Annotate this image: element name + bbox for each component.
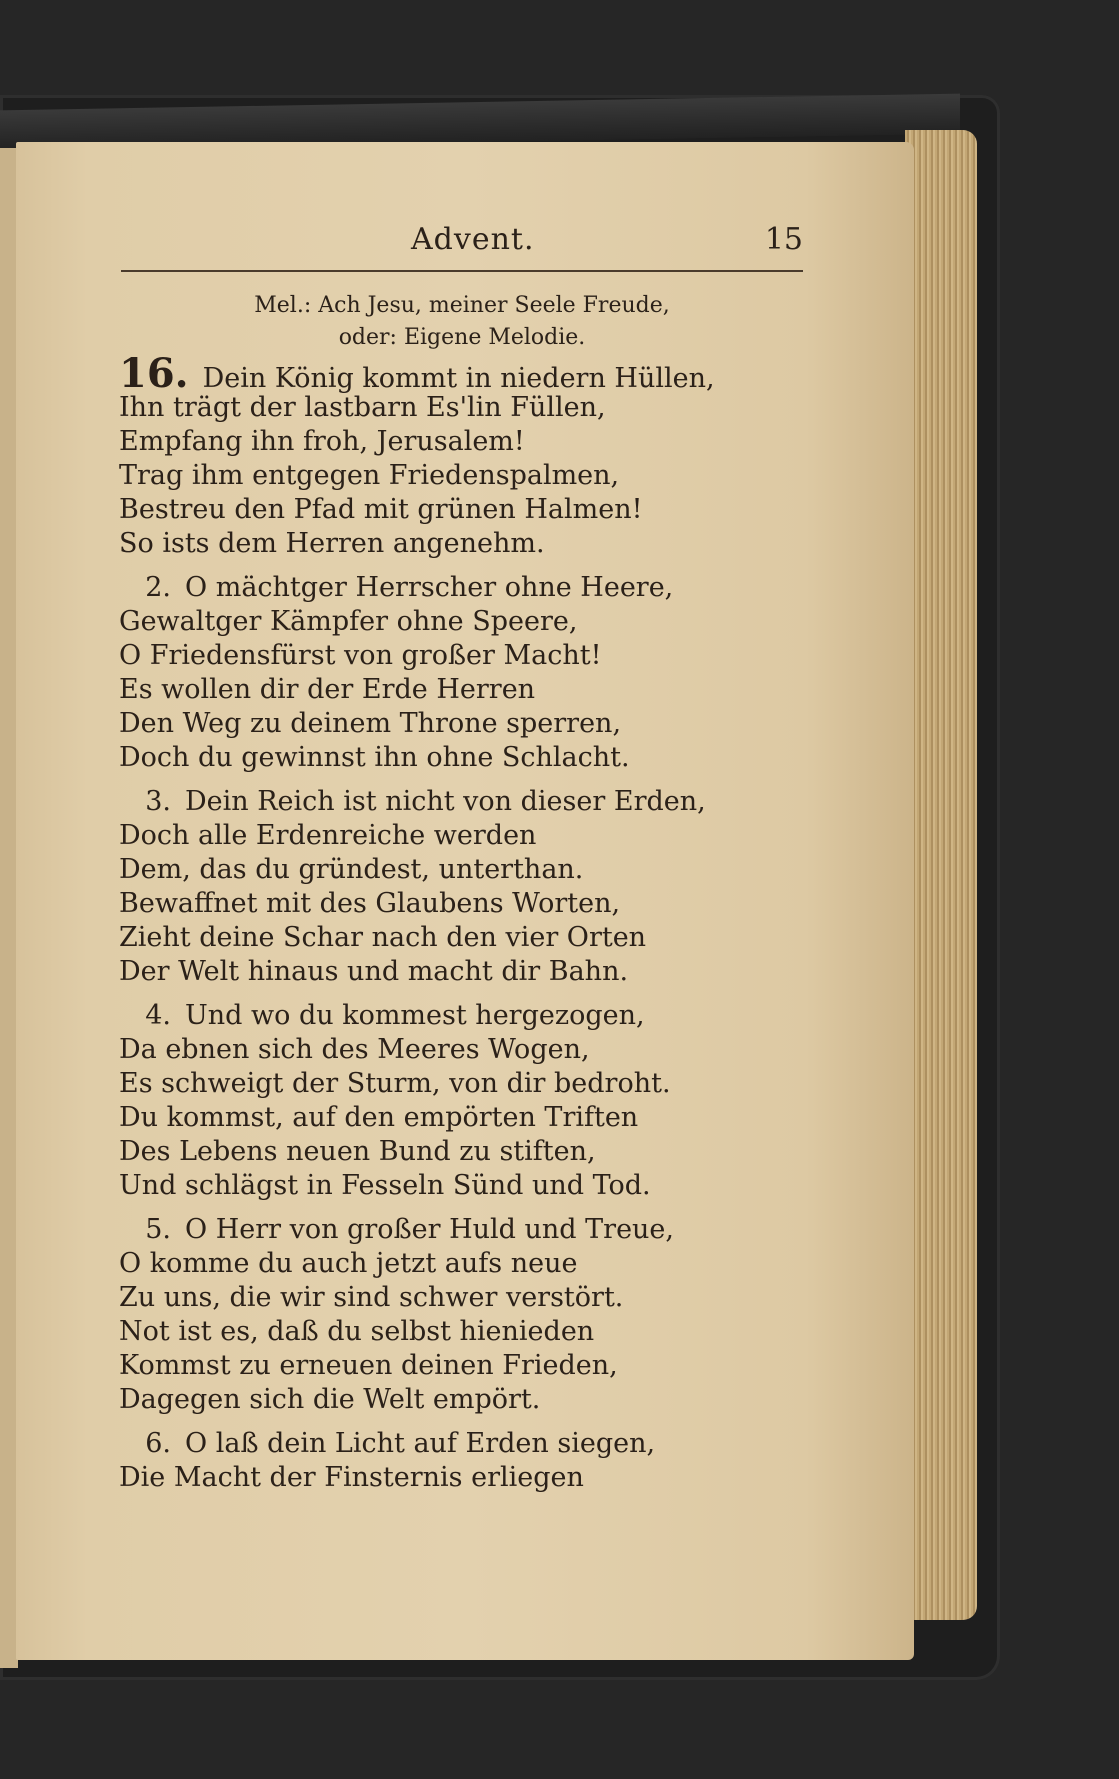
verse-line: Doch alle Erdenreiche werden — [119, 820, 537, 851]
verse-line — [119, 571, 819, 605]
stanza-1 — [119, 350, 819, 561]
verse-line: Kommst zu erneuen deinen Frieden, — [119, 1350, 618, 1381]
verse-line: Zu uns, die wir sind schwer verstört. — [119, 1282, 624, 1313]
verse-line: Du kommst, auf den empörten Triften — [119, 1102, 639, 1133]
verse-text: O mächtger Herrscher ohne Heere, — [185, 572, 674, 603]
verse-line — [119, 999, 819, 1033]
stanza-number: 6. — [145, 1428, 171, 1459]
verse-line — [119, 785, 819, 819]
verse-line: Doch du gewinnst ihn ohne Schlacht. — [119, 742, 630, 773]
page-header — [121, 222, 803, 264]
verse-line: Bestreu den Pfad mit grünen Halmen! — [119, 494, 643, 525]
stanza-number: 2. — [145, 572, 171, 603]
stanza-3 — [119, 785, 819, 989]
verse-text: Dein König kommt in niedern Hüllen, — [202, 363, 715, 394]
hymn — [119, 350, 819, 1505]
melody-line: Mel.: Ach Jesu, meiner Seele Freude, — [254, 293, 670, 318]
verse-line: Es wollen dir der Erde Herren — [119, 674, 536, 705]
stanza-4 — [119, 999, 819, 1203]
verse-line: Des Lebens neuen Bund zu stiften, — [119, 1136, 596, 1167]
stanza-2 — [119, 571, 819, 775]
verse-line: Die Macht der Finsternis erliegen — [119, 1462, 584, 1493]
page-edges — [905, 130, 977, 1620]
hymn-number: 16. — [119, 350, 189, 397]
verse-line: Ihn trägt der lastbarn Es'lin Füllen, — [119, 392, 606, 423]
verse-line: Not ist es, daß du selbst hienieden — [119, 1316, 595, 1347]
verse-line — [119, 350, 819, 397]
verse-text: O laß dein Licht auf Erden siegen, — [185, 1428, 656, 1459]
verse-line: Es schweigt der Sturm, von dir bedroht. — [119, 1068, 671, 1099]
header-rule — [121, 270, 803, 272]
verse-line: So ists dem Herren angenehm. — [119, 528, 545, 559]
verse-line: Und schlägst in Fesseln Sünd und Tod. — [119, 1170, 651, 1201]
verse-line: Trag ihm entgegen Friedenspalmen, — [119, 460, 620, 491]
verse-line: Gewaltger Kämpfer ohne Speere, — [119, 606, 578, 637]
verse-line: Dem, das du gründest, unterthan. — [119, 854, 584, 885]
verse-line: O Friedensfürst von großer Macht! — [119, 640, 602, 671]
verse-text: Dein Reich ist nicht von dieser Erden, — [185, 786, 706, 817]
running-head: Advent. — [411, 222, 535, 257]
verse-line: Da ebnen sich des Meeres Wogen, — [119, 1034, 590, 1065]
verse-text: Und wo du kommest hergezogen, — [185, 1000, 645, 1031]
stanza-number: 3. — [145, 786, 171, 817]
melody-note — [121, 290, 803, 354]
verse-line — [119, 1213, 819, 1247]
stanza-6 — [119, 1427, 819, 1495]
stanza-number: 4. — [145, 1000, 171, 1031]
stanza-5 — [119, 1213, 819, 1417]
book-page — [16, 142, 914, 1660]
verse-text: O Herr von großer Huld und Treue, — [185, 1214, 674, 1245]
stanza-number: 5. — [145, 1214, 171, 1245]
page-number: 15 — [764, 222, 803, 257]
verse-line: Dagegen sich die Welt empört. — [119, 1384, 541, 1415]
verse-line: Bewaffnet mit des Glaubens Worten, — [119, 888, 621, 919]
melody-line: oder: Eigene Melodie. — [338, 325, 586, 350]
verse-line: Empfang ihn froh, Jerusalem! — [119, 426, 525, 457]
verse-line: Den Weg zu deinem Throne sperren, — [119, 708, 622, 739]
verse-line: O komme du auch jetzt aufs neue — [119, 1248, 578, 1279]
verse-line — [119, 1427, 819, 1461]
verse-line: Zieht deine Schar nach den vier Orten — [119, 922, 647, 953]
verse-line: Der Welt hinaus und macht dir Bahn. — [119, 956, 629, 987]
